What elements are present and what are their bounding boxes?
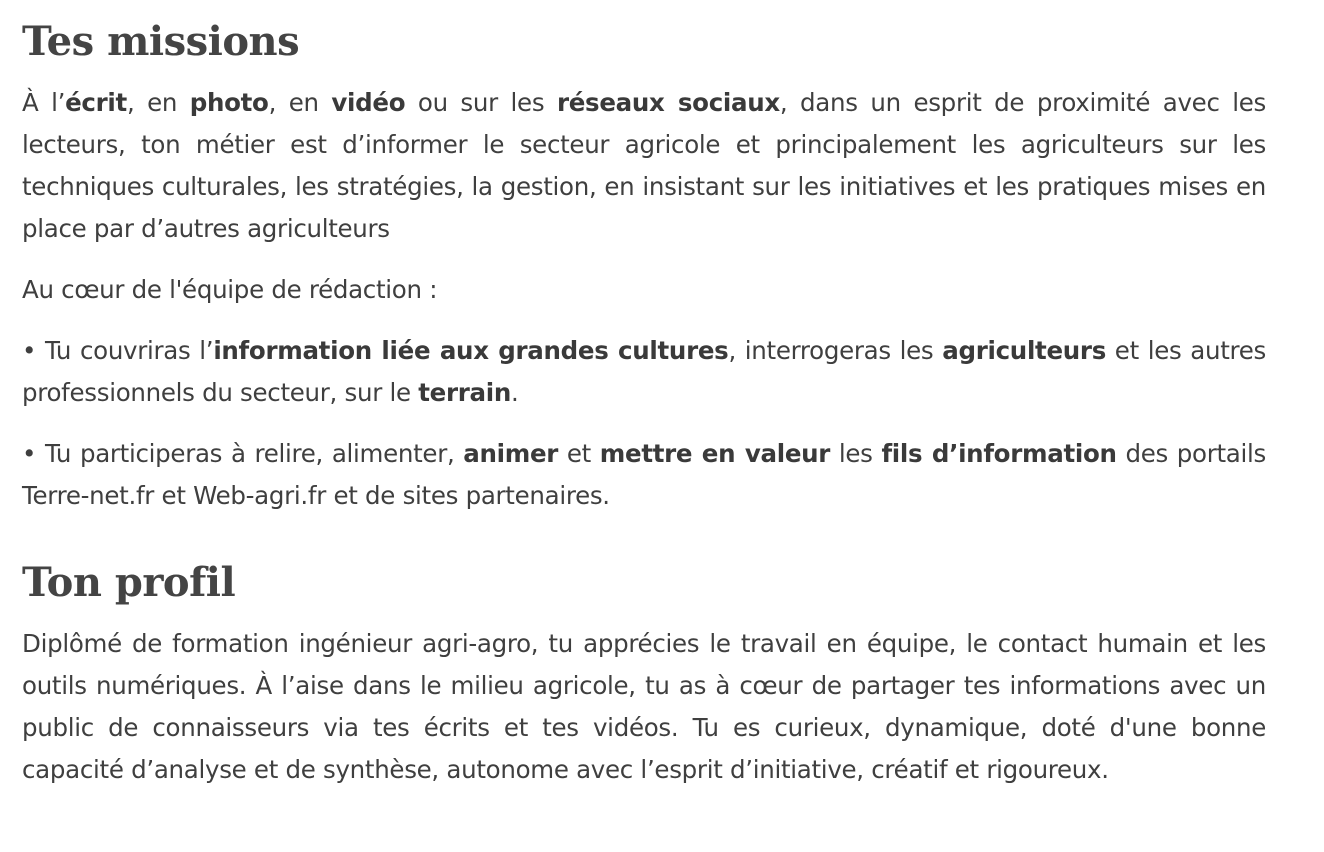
text-segment: , en <box>268 88 332 117</box>
text-segment: À l’ <box>22 88 66 117</box>
bullet-paragraph-2 <box>22 433 1266 517</box>
keyword-ecrit: écrit <box>65 88 127 117</box>
text-segment: et <box>558 439 600 468</box>
keyword-fils-information: fils d’information <box>881 439 1117 468</box>
missions-intro-paragraph <box>22 82 1266 250</box>
keyword-animer: animer <box>463 439 559 468</box>
text-segment: , interrogeras les <box>728 336 943 365</box>
keyword-agriculteurs: agriculteurs <box>942 336 1106 365</box>
text-segment: , dans un esprit de proximité avec les lecteurs, ton métier est d’informer le secteur agricole et principalement les agriculteurs sur les techniques culturales, les stratégies, la gestion, en insistant sur les initiatives et les pratiques mises en place par d’autres agriculteurs <box>22 88 1267 243</box>
job-description <box>22 0 1266 791</box>
profil-paragraph: Diplômé de formation ingénieur agri-agro, tu apprécies le travail en équipe, le contact humain et les outils numériques. À l’aise dans le milieu agricole, tu as à cœur de partager tes informations avec un public de connaisseurs via tes écrits et tes vidéos. Tu es curieux, dynamique, doté d'une bonne capacité d’analyse et de synthèse, autonome avec l’esprit d’initiative, créatif et rigoureux. <box>22 629 1266 784</box>
team-intro-paragraph: Au cœur de l'équipe de rédaction : <box>22 275 438 304</box>
text-segment: . <box>511 378 519 407</box>
text-segment: , en <box>126 88 190 117</box>
text-segment: • Tu participeras à relire, alimenter, <box>22 439 464 468</box>
text-segment: des portails Terre-net.fr et Web-agri.fr et de sites partenaires. <box>22 439 1266 510</box>
profil-heading: Ton profil <box>22 559 236 606</box>
missions-heading: Tes missions <box>22 18 300 65</box>
keyword-reseaux-sociaux: réseaux sociaux <box>556 88 780 117</box>
text-segment: ou sur les <box>405 88 557 117</box>
keyword-mettre-en-valeur: mettre en valeur <box>599 439 831 468</box>
bullet-paragraph-1 <box>22 330 1266 414</box>
keyword-grandes-cultures: information liée aux grandes cultures <box>213 336 729 365</box>
text-segment: les <box>830 439 882 468</box>
keyword-video: vidéo <box>331 88 406 117</box>
keyword-terrain: terrain <box>418 378 512 407</box>
text-segment: et les autres professionnels du secteur, sur le <box>22 336 1266 407</box>
text-segment: • Tu couvriras l’ <box>22 336 214 365</box>
keyword-photo: photo <box>189 88 269 117</box>
